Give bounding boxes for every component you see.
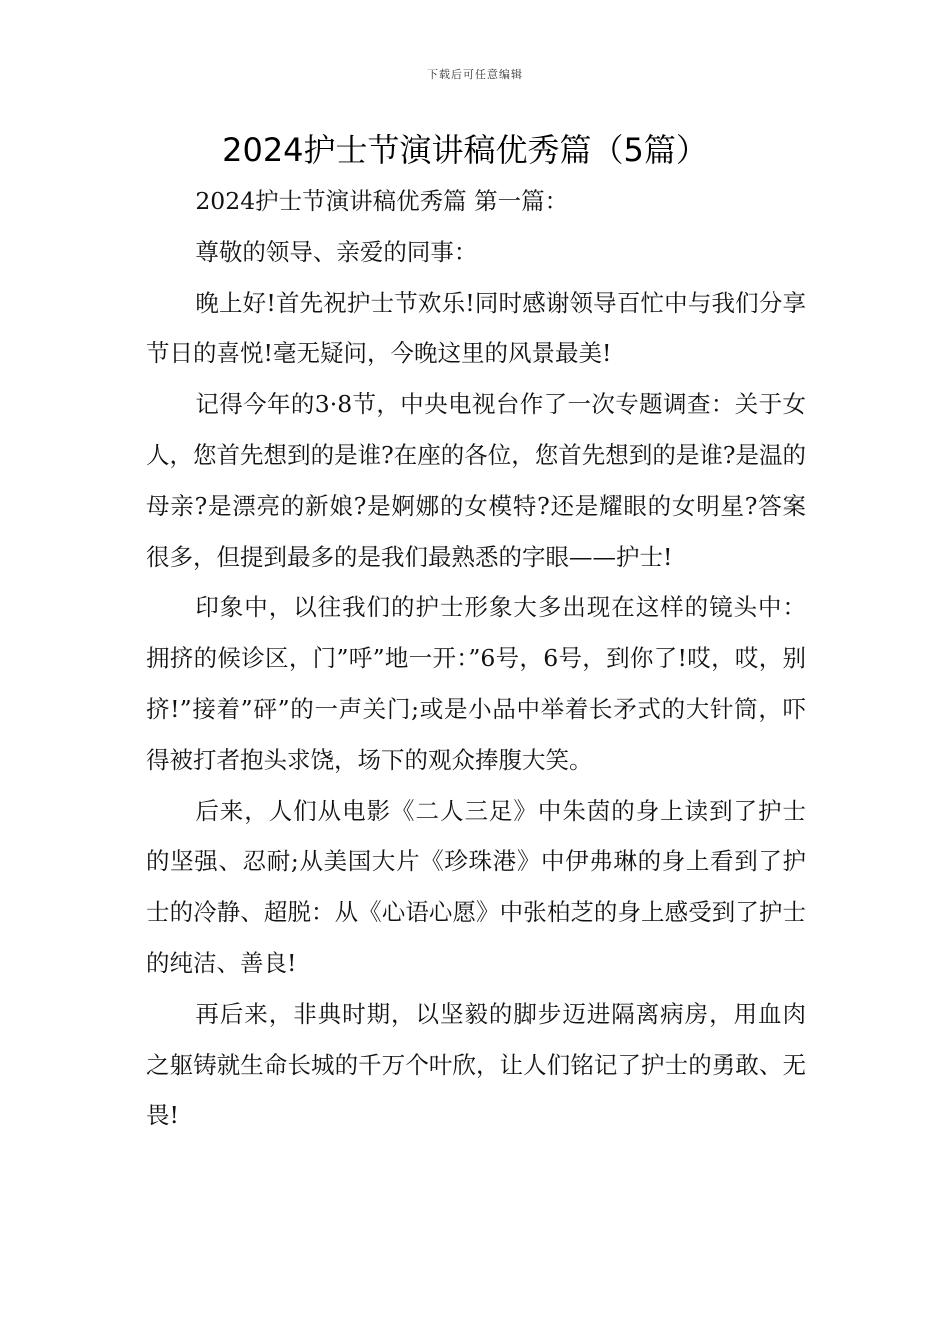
body-paragraph: 后来，人们从电影《二人三足》中朱茵的身上读到了护士的坚强、忍耐;从美国大片《珍珠港》中伊弗琳的身上看到了护士的冷静、超脱：从《心语心愿》中张柏芝的身上感受到了护士的纯洁、善良! [146, 796, 806, 977]
section-subheading: 2024护士节演讲稿优秀篇 第一篇： [195, 187, 569, 215]
body-paragraph: 再后来，非典时期，以坚毅的脚步迈进隔离病房，用血肉之躯铸就生命长城的千万个叶欣，让人们铭记了护士的勇敢、无畏! [146, 999, 806, 1130]
document-title: 2024护士节演讲稿优秀篇（5篇） [222, 131, 708, 169]
document-body [146, 176, 806, 1141]
body-paragraph: 印象中，以往我们的护士形象大多出现在这样的镜头中：拥挤的候诊区，门”呼”地一开：”6号，6号，到你了!哎，哎，别挤!”接着”砰”的一声关门;或是小品中举着长矛式的大针筒，吓得被打者抱头求饶，场下的观众捧腹大笑。 [146, 593, 806, 774]
body-paragraph: 晚上好!首先祝护士节欢乐!同时感谢领导百忙中与我们分享节日的喜悦!毫无疑问，今晚这里的风景最美! [146, 288, 806, 368]
page-header-note: 下载后可任意编辑 [427, 68, 523, 81]
body-paragraph: 记得今年的3·8节，中央电视台作了一次专题调查：关于女人，您首先想到的是谁?在座的各位，您首先想到的是谁?是温的母亲?是漂亮的新娘?是婀娜的女模特?还是耀眼的女明星?答案很多，但提到最多的是我们最熟悉的字眼——护士! [146, 390, 806, 571]
salutation-paragraph: 尊敬的领导、亲爱的同事： [195, 237, 478, 266]
